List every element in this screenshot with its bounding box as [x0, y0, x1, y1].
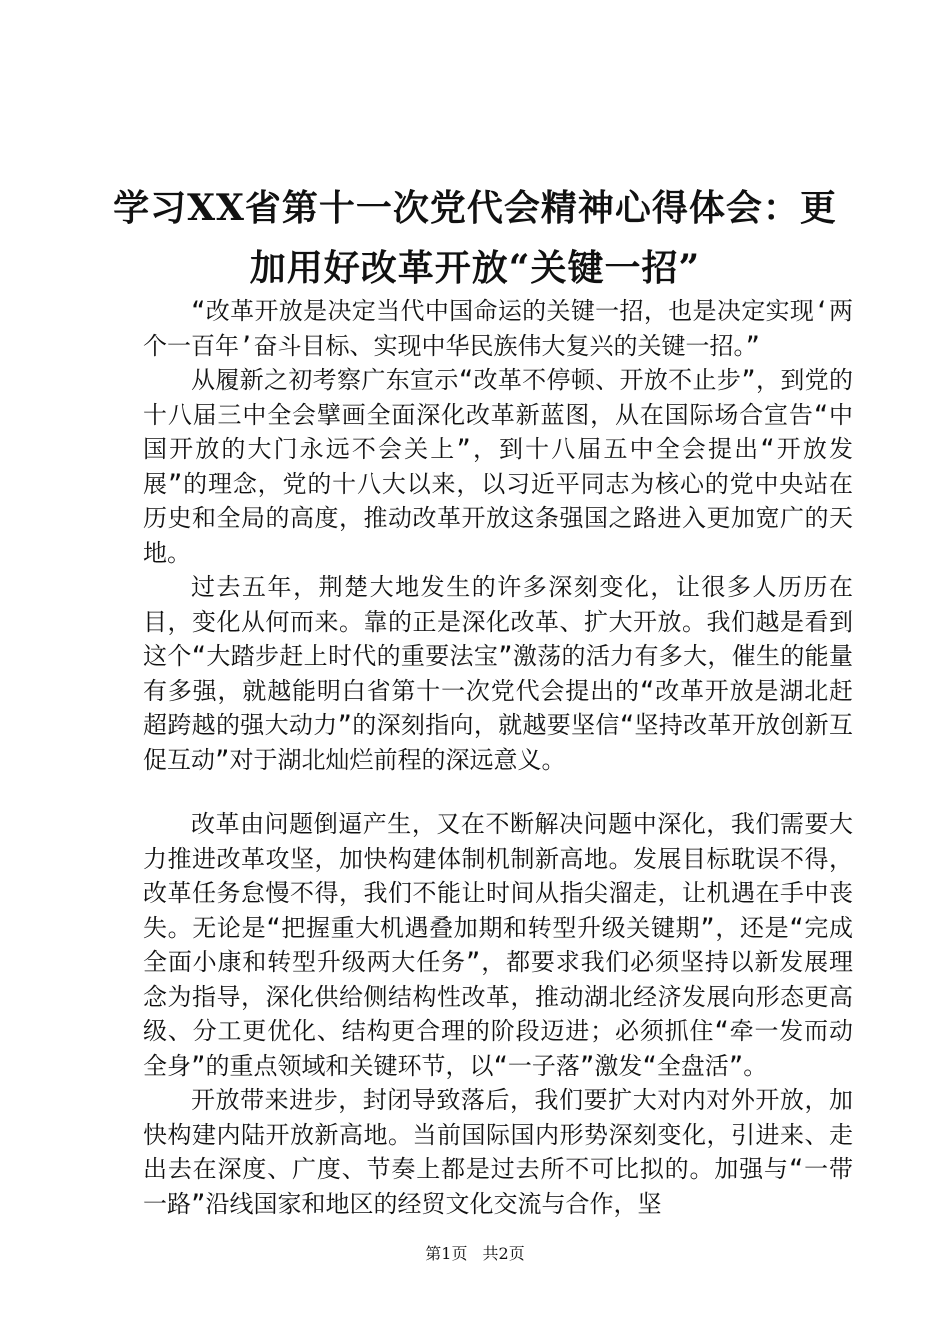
paragraph-4: 改革由问题倒逼产生，又在不断解决问题中深化，我们需要大力推进改革攻坚，加快构建体制机制新高地。发展目标耽误不得，改革任务怠慢不得，我们不能让时间从指尖溜走，让机遇在手中丧失。无论是“把握重大机遇叠加期和转型升级关键期”，还是“完成全面小康和转型升级两大任务”，都要求我们必须坚持以新发展理念为指导，深化供给侧结构性改革，推动湖北经济发展向形态更高级、分工更优化、结构更合理的阶段迈进；必须抓住“牵一发而动全身”的重点领域和关键环节，以“一子落”激发“全盘活”。 [143, 810, 853, 1080]
paragraph-2: 从履新之初考察广东宣示“改革不停顿、开放不止步”，到党的十八届三中全会擘画全面深化改革新蓝图，从在国际场合宣告“中国开放的大门永远不会关上”，到十八届五中全会提出“开放发展”的理念，党的十八大以来，以习近平同志为核心的党中央站在历史和全局的高度，推动改革开放这条强国之路进入更加宽广的天地。 [143, 366, 853, 567]
page-number: 第1页 [425, 1244, 468, 1263]
paragraph-5: 开放带来进步，封闭导致落后，我们要扩大对内对外开放，加快构建内陆开放新高地。当前国际国内形势深刻变化，引进来、走出去在深度、广度、节奏上都是过去所不可比拟的。加强与“一带一路”沿线国家和地区的经贸文化交流与合作，坚 [143, 1086, 853, 1218]
document-title: 学习XX省第十一次党代会精神心得体会：更加用好改革开放“关键一招” [113, 187, 837, 289]
paragraph-3: 过去五年，荆楚大地发生的许多深刻变化，让很多人历历在目，变化从何而来。靠的正是深化改革、扩大开放。我们越是看到这个“大踏步赶上时代的重要法宝”激荡的活力有多大，催生的能量有多强，就越能明白省第十一次党代会提出的“改革开放是湖北赶超跨越的强大动力”的深刻指向，就越要坚信“坚持改革开放创新互促互动”对于湖北灿烂前程的深远意义。 [143, 573, 853, 774]
page-total: 共2页 [482, 1244, 525, 1263]
paragraph-1: “改革开放是决定当代中国命运的关键一招，也是决定实现‘两个一百年’奋斗目标、实现中华民族伟大复兴的关键一招。” [143, 297, 853, 360]
document-body [143, 294, 853, 1221]
page-footer [0, 1244, 950, 1264]
